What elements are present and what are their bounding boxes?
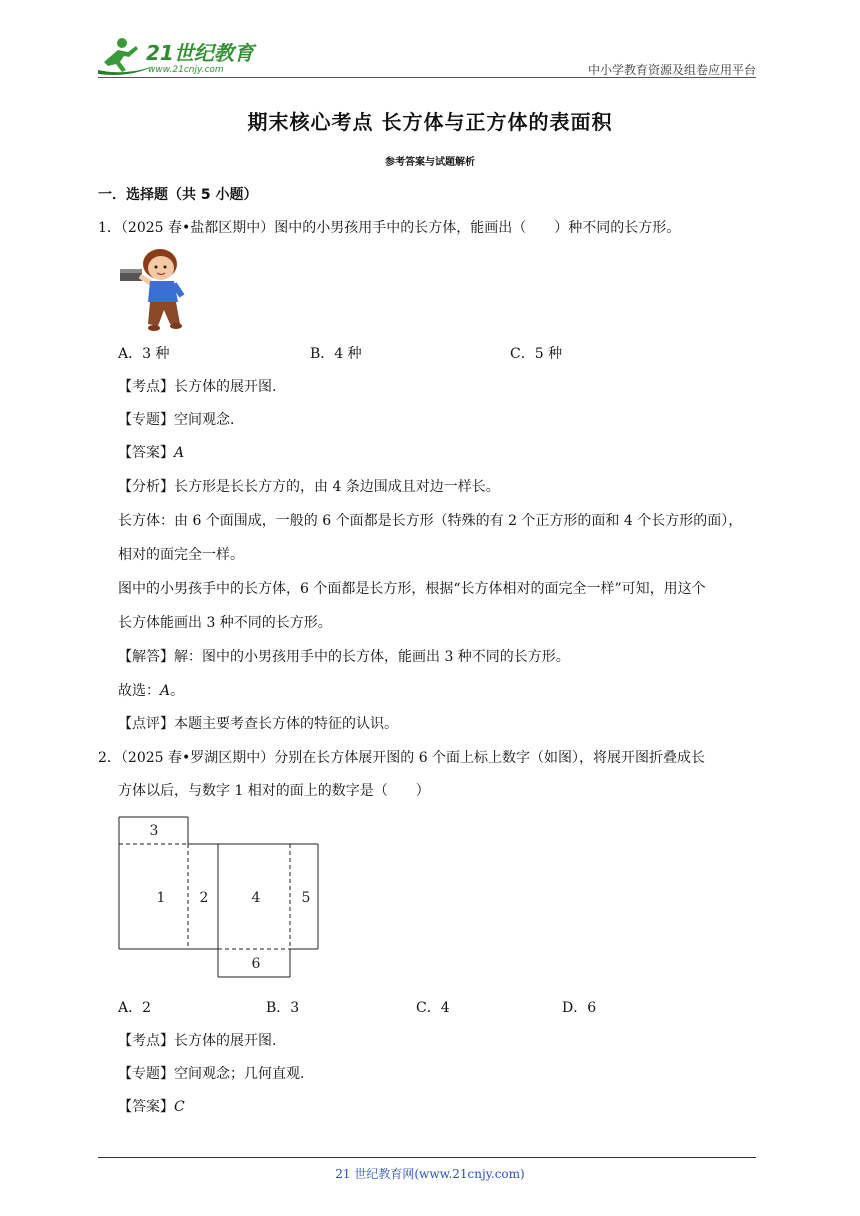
q2-stem-line1: 2．（2025 春•罗湖区期中）分别在长方体展开图的 6 个面上标上数字（如图），将展开图折叠成长: [98, 750, 706, 766]
logo-text: 21世纪教育: [146, 41, 254, 65]
q2-option-d: D．6: [562, 1000, 597, 1016]
logo-url: www.21cnjy.com: [148, 65, 224, 75]
q2-stem-line2: 方体以后，与数字 1 相对的面上的数字是（ ）: [118, 783, 430, 799]
q1-analysis-2: 长方体：由 6 个面围成，一般的 6 个面都是长方形（特殊的有 2 个正方形的面和 4 个长方形的面），: [118, 513, 743, 529]
q2-zhuanti: 【专题】空间观念；几何直观.: [118, 1066, 305, 1082]
q1-choice-end: 。: [170, 683, 185, 699]
q1-choice-value: A: [160, 683, 171, 699]
q1-choice: [118, 681, 184, 701]
q1-solution: 【解答】解：图中的小男孩用手中的长方体，能画出 3 种不同的长方形。: [118, 649, 570, 665]
q1-analysis-1: 【分析】长方形是长长方方的，由 4 条边围成且对边一样长。: [118, 479, 500, 495]
footer-link[interactable]: 21 世纪教育网(www.21cnjy.com): [335, 1167, 525, 1181]
q1-answer-label: 【答案】: [118, 445, 174, 461]
net-label-5: 5: [301, 890, 311, 906]
header-divider: [98, 77, 756, 78]
net-label-1: 1: [156, 890, 166, 906]
q1-answer-value: A: [174, 445, 185, 461]
q1-answer: [118, 443, 184, 463]
page-subtitle: 参考答案与试题解析: [385, 157, 475, 168]
q2-answer-label: 【答案】: [118, 1099, 174, 1115]
boy-with-box-image: [118, 246, 190, 332]
q1-comment: 【点评】本题主要考查长方体的特征的认识。: [118, 716, 398, 732]
q1-kaodian: 【考点】长方体的展开图.: [118, 379, 277, 395]
net-label-4: 4: [251, 890, 261, 906]
page-title: 期末核心考点 长方体与正方体的表面积: [247, 110, 613, 134]
q2-answer-value: C: [174, 1099, 185, 1115]
q1-choice-label: 故选：: [118, 683, 160, 699]
q2-option-c: C．4: [416, 1000, 450, 1016]
q1-option-a: A．3 种: [118, 346, 170, 362]
q1-analysis-4: 图中的小男孩手中的长方体，6 个面都是长方形，根据“长方体相对的面完全一样”可知，用这个: [118, 581, 706, 597]
q1-zhuanti: 【专题】空间观念.: [118, 412, 235, 428]
net-label-6: 6: [251, 956, 261, 972]
cuboid-net-diagram: [116, 814, 322, 980]
q2-option-b: B．3: [266, 1000, 300, 1016]
q1-option-c: C．5 种: [510, 346, 563, 362]
site-logo: [96, 36, 266, 78]
section-heading: 一．选择题（共 5 小题）: [98, 187, 258, 203]
net-label-2: 2: [199, 890, 209, 906]
q2-answer: [118, 1097, 185, 1117]
q2-kaodian: 【考点】长方体的展开图.: [118, 1033, 277, 1049]
q1-analysis-5: 长方体能画出 3 种不同的长方形。: [118, 615, 332, 631]
q1-stem: 1．（2025 春•盐都区期中）图中的小男孩用手中的长方体，能画出（ ）种不同的长方形。: [98, 220, 681, 236]
footer-divider: [98, 1157, 756, 1158]
q2-option-a: A．2: [118, 1000, 152, 1016]
q1-option-b: B．4 种: [310, 346, 362, 362]
platform-name: 中小学教育资源及组卷应用平台: [587, 63, 756, 77]
net-label-3: 3: [149, 823, 159, 839]
q1-analysis-3: 相对的面完全一样。: [118, 547, 244, 563]
